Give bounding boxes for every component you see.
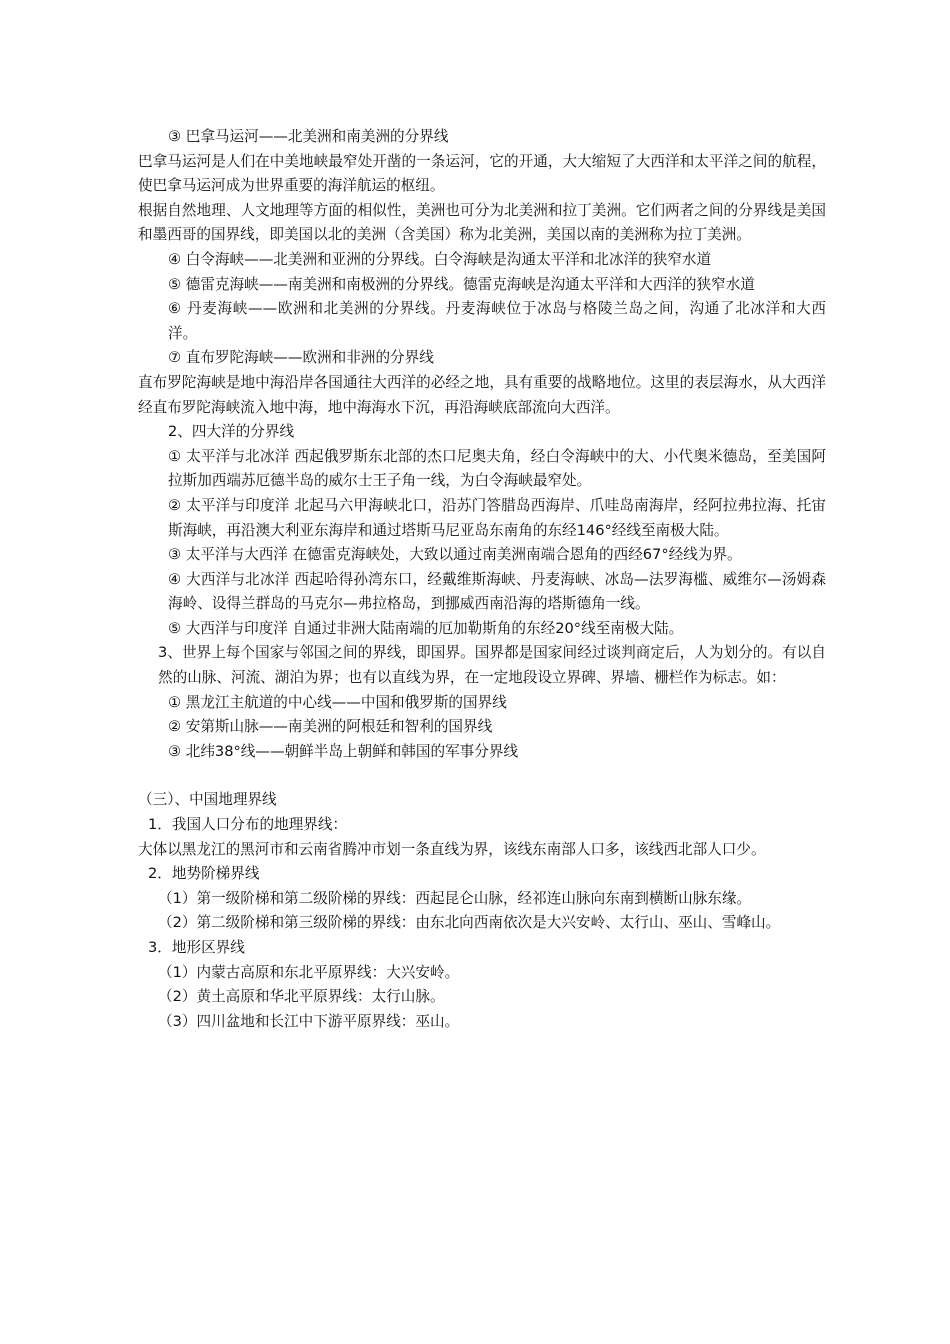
item-atlantic-arctic: ④ 大西洋与北冰洋 西起哈得孙湾东口，经戴维斯海峡、丹麦海峡、冰岛—法罗海槛、威维尔—汤姆森海岭、设得兰群岛的马克尔—弗拉格岛，到挪威西南沿海的塔斯德角一线。 (168, 570, 826, 613)
item-38th-parallel: ③ 北纬38°线——朝鲜半岛上朝鲜和韩国的军事分界线 (168, 742, 519, 760)
document-page (138, 125, 826, 1034)
paragraph-national-borders: 3、世界上每个国家与邻国之间的界线，即国界。国界都是国家间经过谈判商定后，人为划分的。有以自然的山脉、河流、湖泊为界；也有以直线为界，在一定地段设立界碑、界墙、栅栏作为标志。如： (158, 644, 826, 687)
heading-landform-regions: 3．地形区界线 (148, 939, 245, 956)
section-gap (138, 764, 826, 788)
item-atlantic-indian: ⑤ 大西洋与印度洋 自通过非洲大陆南端的厄加勒斯角的东经20°线至南极大陆。 (168, 619, 684, 637)
paragraph-population-line: 大体以黑龙江的黑河市和云南省腾冲市划一条直线为界，该线东南部人口多，该线西北部人口少。 (138, 840, 766, 858)
item-pacific-indian: ② 太平洋与印度洋 北起马六甲海峡北口，沿苏门答腊岛西海岸、爪哇岛南海岸，经阿拉弗拉海、托宙斯海峡，再沿澳大利亚东海岸和通过塔斯马尼亚岛东南角的东经146°经线至南极大陆。 (168, 496, 826, 539)
item-inner-mongolia: （1）内蒙古高原和东北平原界线：大兴安岭。 (158, 963, 460, 981)
item-heilongjiang: ① 黑龙江主航道的中心线——中国和俄罗斯的国界线 (168, 693, 507, 711)
item-drake-passage: ⑤ 德雷克海峡——南美洲和南极洲的分界线。德雷克海峡是沟通太平洋和大西洋的狭窄水道 (168, 275, 755, 293)
item-bering-strait: ④ 白令海峡——北美洲和亚洲的分界线。白令海峡是沟通太平洋和北冰洋的狭窄水道 (168, 250, 712, 268)
heading-ocean-boundaries: 2、四大洋的分界线 (168, 423, 295, 441)
heading-population-line: 1．我国人口分布的地理界线： (148, 816, 348, 834)
item-step-one-two: （1）第一级阶梯和第二级阶梯的界线：西起昆仑山脉，经祁连山脉向东南到横断山脉东缘。 (158, 889, 752, 907)
heading-china-boundaries: （三）、中国地理界线 (138, 791, 277, 809)
item-loess-plateau: （2）黄土高原和华北平原界线：太行山脉。 (158, 988, 445, 1006)
item-sichuan-basin: （3）四川盆地和长江中下游平原界线：巫山。 (158, 1012, 460, 1030)
heading-terrain-steps: 2．地势阶梯界线 (148, 865, 260, 883)
item-pacific-atlantic: ③ 太平洋与大西洋 在德雷克海峡处，大致以通过南美洲南端合恩角的西经67°经线为界。 (168, 546, 742, 564)
item-andes: ② 安第斯山脉——南美洲的阿根廷和智利的国界线 (168, 718, 493, 736)
paragraph-gibraltar: 直布罗陀海峡是地中海沿岸各国通往大西洋的必经之地，具有重要的战略地位。这里的表层海水，从大西洋经直布罗陀海峡流入地中海，地中海海水下沉，再沿海峡底部流向大西洋。 (138, 373, 826, 416)
paragraph-panama-canal: 巴拿马运河是人们在中美地峡最窄处开凿的一条运河，它的开通，大大缩短了大西洋和太平洋之间的航程，使巴拿马运河成为世界重要的海洋航运的枢纽。 (138, 152, 826, 195)
item-denmark-strait: ⑥ 丹麦海峡——欧洲和北美洲的分界线。丹麦海峡位于冰岛与格陵兰岛之间，沟通了北冰洋和大西洋。 (168, 300, 826, 342)
item-step-two-three: （2）第二级阶梯和第三级阶梯的界线：由东北向西南依次是大兴安岭、太行山、巫山、雪峰山。 (158, 914, 781, 932)
item-pacific-arctic: ① 太平洋与北冰洋 西起俄罗斯东北部的杰口尼奥夫角，经白令海峡中的大、小代奥米德岛，至美国阿拉斯加西端苏厄德半岛的威尔士王子角一线，为白令海峡最窄处。 (168, 447, 826, 490)
heading-gibraltar: ⑦ 直布罗陀海峡——欧洲和非洲的分界线 (168, 349, 434, 367)
paragraph-americas-division: 根据自然地理、人文地理等方面的相似性，美洲也可分为北美洲和拉丁美洲。它们两者之间的分界线是美国和墨西哥的国界线，即美国以北的美洲（含美国）称为北美洲，美国以南的美洲称为拉丁美洲。 (138, 201, 826, 244)
heading-panama-canal: ③ 巴拿马运河——北美洲和南美洲的分界线 (168, 128, 449, 145)
